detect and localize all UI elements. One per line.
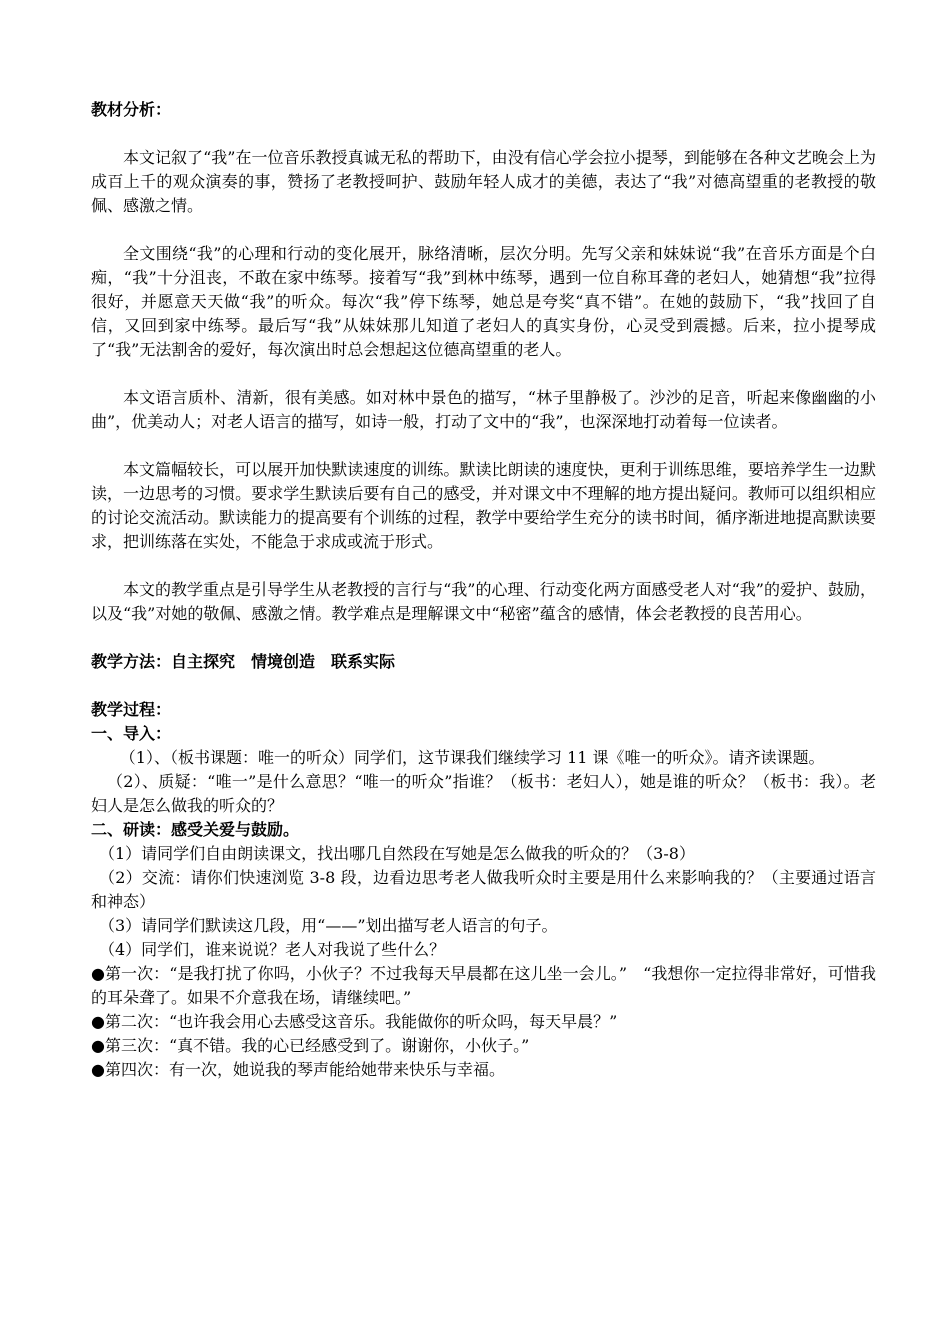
methods-heading: 教学方法：自主探究 情境创造 联系实际: [91, 652, 396, 671]
quote-fourth: ●第四次：有一次，她说我的琴声能给她带来快乐与幸福。: [91, 1060, 505, 1079]
study-item-3: （3）请同学们默读这几段，用“——”划出描写老人语言的句子。: [99, 916, 558, 935]
analysis-paragraph-1: 本文记叙了“我”在一位音乐教授真诚无私的帮助下，由没有信心学会拉小提琴，到能够在各种文艺晚会上为成百上千的观众演奏的事，赞扬了老教授呵护、鼓励年轻人成才的美德，表达了“我”对德高望重的老教授的敬佩、感激之情。: [91, 148, 876, 215]
intro-item-1: （1）、（板书课题：唯一的听众）同学们，这节课我们继续学习 11 课《唯一的听众》。请齐读课题。: [119, 748, 825, 767]
study-heading: 二、研读：感受关爱与鼓励。: [91, 820, 300, 839]
study-item-1: （1）请同学们自由朗读课文，找出哪几自然段在写她是怎么做我的听众的？（3-8）: [99, 844, 695, 863]
analysis-heading: 教材分析：: [91, 100, 172, 119]
analysis-paragraph-4: 本文篇幅较长，可以展开加快默读速度的训练。默读比朗读的速度快，更利于训练思维，要培养学生一边默读，一边思考的习惯。要求学生默读后要有自己的感受，并对课文中不理解的地方提出疑问。教师可以组织相应的讨论交流活动。默读能力的提高要有个训练的过程，教学中要给学生充分的读书时间，循序渐进地提高默读要求，把训练落在实处，不能急于求成或流于形式。: [91, 460, 876, 551]
study-item-2: （2）交流：请你们快速浏览 3-8 段，边看边思考老人做我听众时主要是用什么来影响我的？（主要通过语言和神态）: [91, 868, 876, 911]
analysis-paragraph-5: 本文的教学重点是引导学生从老教授的言行与“我”的心理、行动变化两方面感受老人对“我”的爱护、鼓励，以及“我”对她的敬佩、感激之情。教学难点是理解课文中“秘密”蕴含的感情，体会老教授的良苦用心。: [91, 580, 876, 623]
analysis-paragraph-3: 本文语言质朴、清新，很有美感。如对林中景色的描写，“林子里静极了。沙沙的足音，听起来像幽幽的小曲”，优美动人；对老人语言的描写，如诗一般，打动了文中的“我”，也深深地打动着每一位读者。: [91, 388, 876, 431]
quote-second: ●第二次：“也许我会用心去感受这音乐。我能做你的听众吗，每天早晨？”: [91, 1012, 618, 1031]
intro-heading: 一、导入：: [91, 724, 172, 743]
quote-first: ●第一次：“是我打扰了你吗，小伙子？不过我每天早晨都在这儿坐一会儿。” “我想你一定拉得非常好，可惜我的耳朵聋了。如果不介意我在场，请继续吧。”: [91, 964, 876, 1007]
study-item-4: （4）同学们，谁来说说？老人对我说了些什么？: [99, 940, 446, 959]
process-heading: 教学过程：: [91, 700, 172, 719]
analysis-paragraph-2: 全文围绕“我”的心理和行动的变化展开，脉络清晰，层次分明。先写父亲和妹妹说“我”在音乐方面是个白痴，“我”十分沮丧，不敢在家中练琴。接着写“我”到林中练琴，遇到一位自称耳聋的老妇人，她猜想“我”拉得很好，并愿意天天做“我”的听众。每次“我”停下练琴，她总是夸奖“真不错”。在她的鼓励下，“我”找回了自信，又回到家中练琴。最后写“我”从妹妹那儿知道了老妇人的真实身份，心灵受到震撼。后来，拉小提琴成了“我”无法割舍的爱好，每次演出时总会想起这位德高望重的老人。: [91, 244, 876, 359]
intro-item-2: （2）、质疑：“唯一”是什么意思？“唯一的听众”指谁？（板书：老妇人），她是谁的听众？（板书：我）。老妇人是怎么做我的听众的？: [91, 772, 876, 815]
quote-third: ●第三次：“真不错。我的心已经感受到了。谢谢你，小伙子。”: [91, 1036, 530, 1055]
document-page: [91, 98, 876, 1082]
